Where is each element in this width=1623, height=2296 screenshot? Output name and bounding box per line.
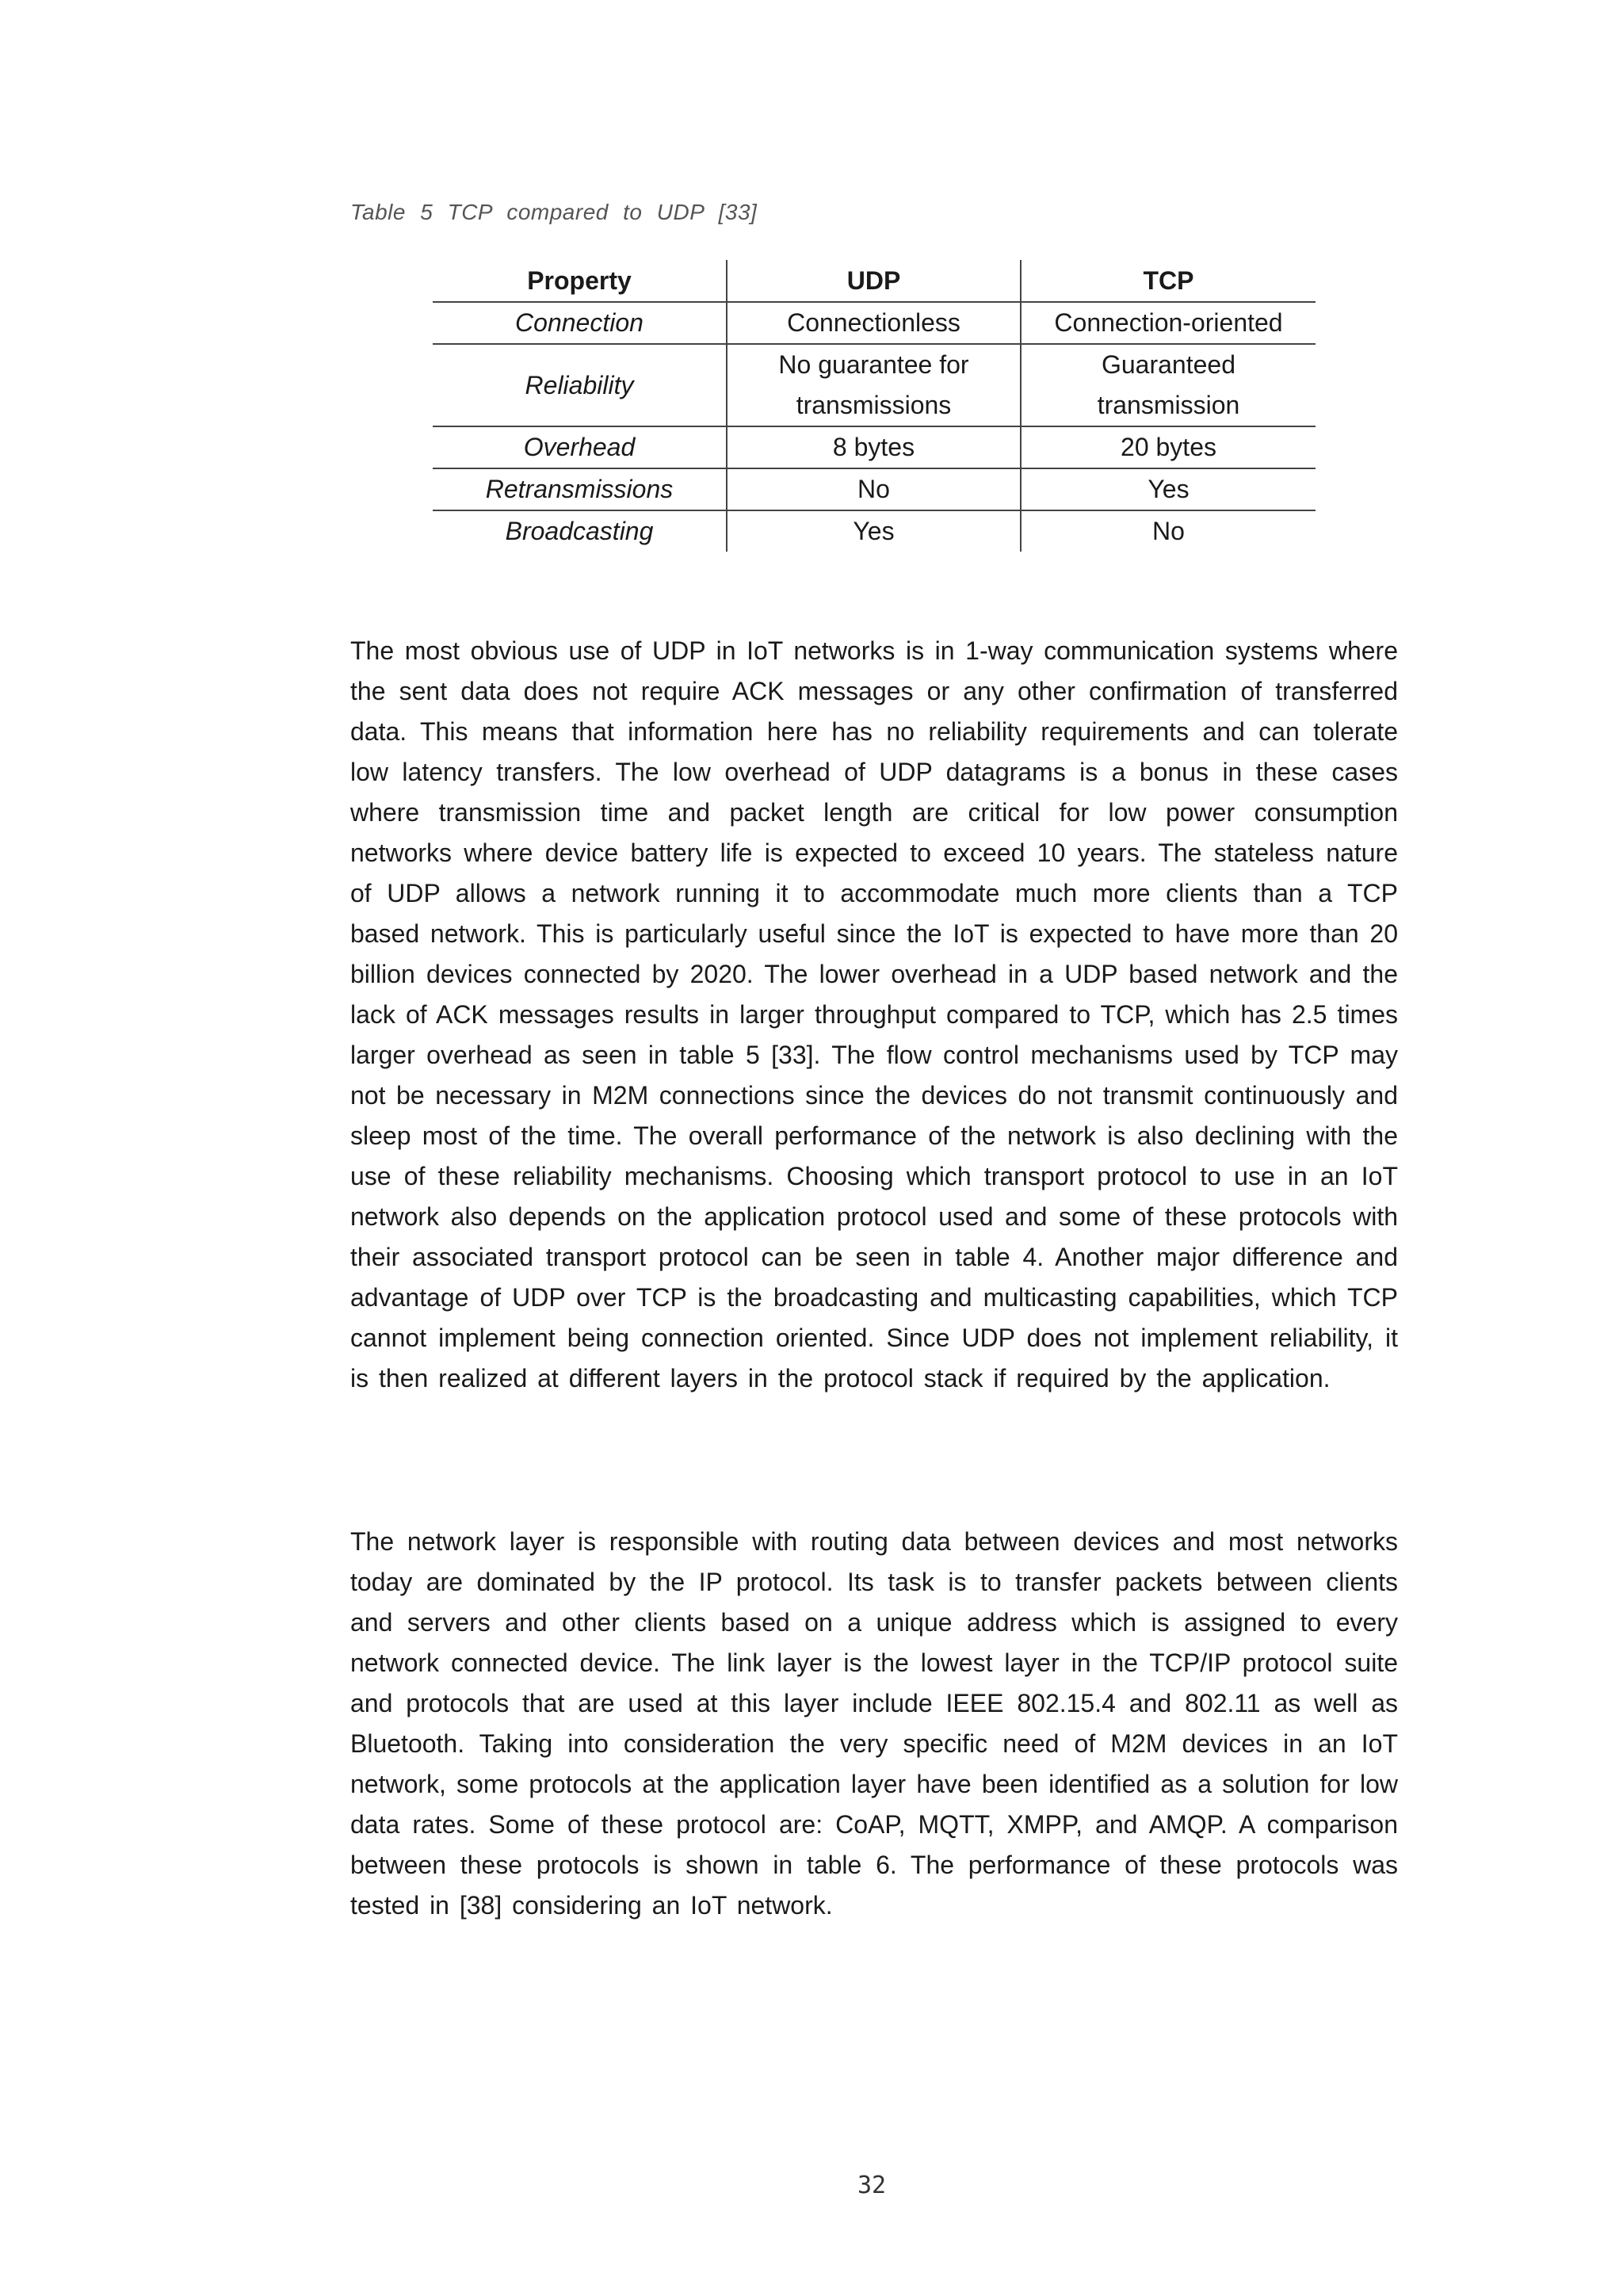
table-row xyxy=(433,426,1316,468)
body-paragraph: The network layer is responsible with routing data between devices and most networks today are dominated by the IP protocol. Its task is to transfer packets between clients and servers and other clients based on a unique address which is assigned to every network connected device. The link layer is the lowest layer in the TCP/IP protocol suite and protocols that are used at this layer include IEEE 802.15.4 and 802.11 as well as Bluetooth. Taking into consideration the very specific need of M2M devices in an IoT network, some protocols at the application layer have been identified as a solution for low data rates. Some of these protocol are: CoAP, MQTT, XMPP, and AMQP. A comparison between these protocols is shown in table 6. The performance of these protocols was tested in [38] considering an IoT network. xyxy=(350,1527,1398,1920)
udp-cell: Yes xyxy=(727,510,1021,552)
udp-cell: No xyxy=(727,468,1021,510)
property-cell: Connection xyxy=(433,302,727,344)
tcp-cell: 20 bytes xyxy=(1021,426,1316,468)
property-cell: Broadcasting xyxy=(505,517,654,545)
tcp-cell: Guaranteed transmission xyxy=(1021,344,1316,426)
tcp-cell: Yes xyxy=(1021,468,1316,510)
table-row xyxy=(433,302,1316,344)
body-paragraph: The most obvious use of UDP in IoT networks is in 1-way communication systems where the sent data does not require ACK messages or any other confirmation of transferred data. This means that information here has no reliability requirements and can tolerate low latency transfers. The low overhead of UDP datagrams is a bonus in these cases where transmission time and packet length are critical for low power consumption networks where device battery life is expected to exceed 10 years. The stateless nature of UDP allows a network running it to accommodate much more clients than a TCP based network. This is particularly useful since the IoT is expected to have more than 20 billion devices connected by 2020. The lower overhead in a UDP based network and the lack of ACK messages results in larger throughput compared to TCP, which has 2.5 times larger overhead as seen in table 5 [33]. The flow control mechanisms used by TCP may not be necessary in M2M connections since the devices do not transmit continuously and sleep most of the time. The overall performance of the network is also declining with the use of these reliability mechanisms. Choosing which transport protocol to use in an IoT network also depends on the application protocol used and some of these protocols with their associated transport protocol can be seen in table 4. Another major difference and advantage of UDP over TCP is the broadcasting and multicasting capabilities, which TCP cannot implement being connection oriented. Since UDP does not implement reliability, it is then realized at different layers in the protocol stack if required by the application. xyxy=(350,636,1398,1392)
property-cell: Overhead xyxy=(433,426,727,468)
header-cell: Property xyxy=(433,260,727,302)
property-cell: Reliability xyxy=(433,344,727,426)
table-row xyxy=(433,468,1316,510)
table-header-row xyxy=(433,260,1316,302)
comparison-table xyxy=(433,260,1316,552)
page-number: 32 xyxy=(857,2172,887,2199)
udp-cell: 8 bytes xyxy=(727,426,1021,468)
tcp-cell: Connection-oriented xyxy=(1021,302,1316,344)
property-cell: Retransmissions xyxy=(433,468,727,510)
table-caption: Table 5 TCP compared to UDP [33] xyxy=(350,200,758,224)
table-row xyxy=(433,344,1316,426)
tcp-cell: No xyxy=(1021,510,1316,552)
header-cell: UDP xyxy=(727,260,1021,302)
udp-cell: No guarantee for transmissions xyxy=(727,344,1021,426)
table-row xyxy=(433,510,1316,552)
udp-cell: Connectionless xyxy=(727,302,1021,344)
header-cell: TCP xyxy=(1021,260,1316,302)
